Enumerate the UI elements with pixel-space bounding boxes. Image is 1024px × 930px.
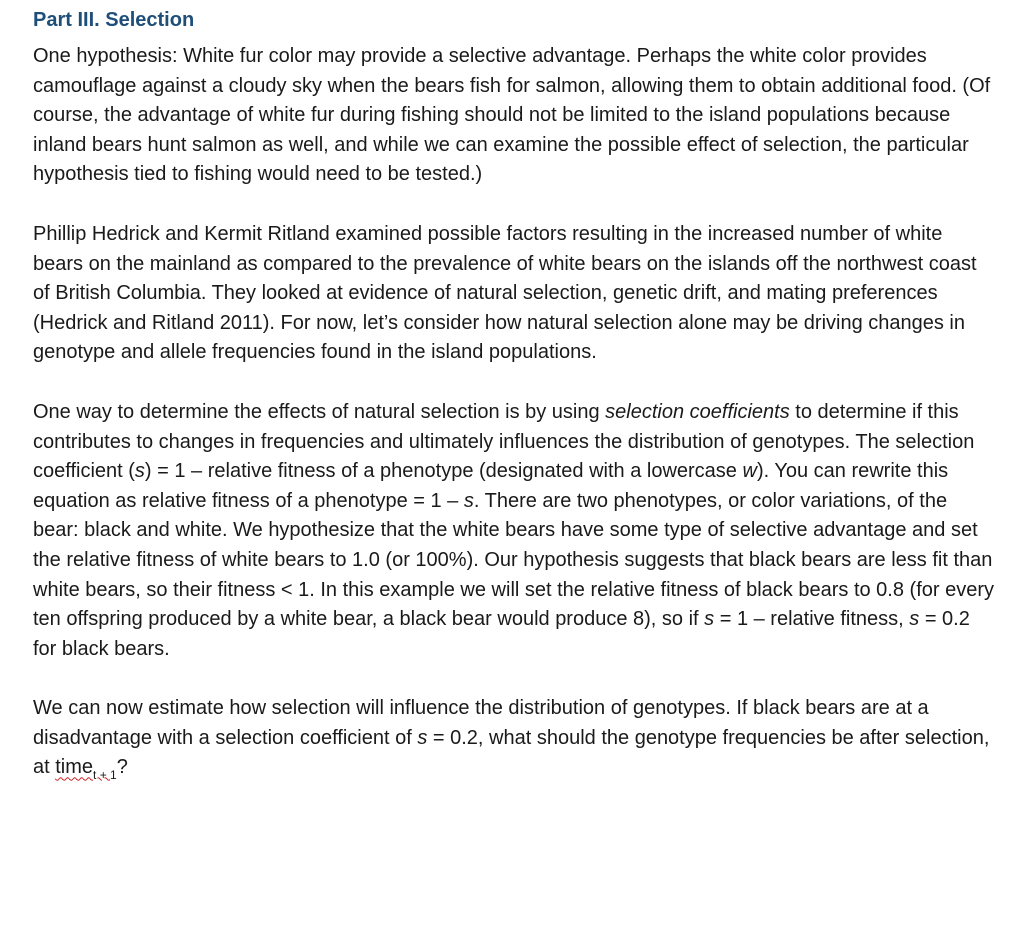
subscript-time: t + 1: [93, 768, 117, 783]
paragraph-selection-coefficients: [33, 398, 996, 664]
paragraph-question: [33, 694, 996, 783]
italic-symbol: w: [742, 460, 757, 483]
paragraph-hedrick-ritland: Phillip Hedrick and Kermit Ritland examined possible factors resulting in the increased number of white bears on the mainland as compared to the prevalence of white bears on the islands off the northwest coast of British Columbia. They looked at evidence of natural selection, genetic drift, and mating preferences (Hedrick and Ritland 2011). For now, let’s consider how natural selection alone may be driving changes in genotype and allele frequencies found in the island populations.: [33, 222, 977, 364]
paragraph-hypothesis: One hypothesis: White fur color may provide a selective advantage. Perhaps the white color provides camouflage against a cloudy sky when the bears fish for salmon, allowing them to obtain additional food. (Of course, the advantage of white fur during fishing should not be limited to the island populations because inland bears hunt salmon as well, and while we can examine the possible effect of selection, the particular hypothesis tied to fishing would need to be tested.): [33, 45, 991, 186]
text-run: ?: [116, 756, 128, 779]
text-run: . There are two phenotypes, or color variations, of the bear: black and white. We hypothesize that the white bears have some type of selective advantage and set the relative fitness of white bears to 1.0 (or 100%). Our hypothesis suggests that black bears are less fit than white bears, so their fitness < 1. In this example we will set the relative fitness of black bears to 0.8 (for every ten offspring produced by a white bear, a black bear would produce 8), so if: [33, 489, 994, 631]
text-run: ) = 1 – relative fitness of a phenotype (designated with a lowercase: [144, 460, 743, 483]
text-run: = 1 – relative fitness,: [714, 608, 910, 631]
section-heading: Part III. Selection: [33, 9, 195, 31]
spellcheck-flagged-word[interactable]: [55, 756, 117, 783]
text-run: One way to determine the effects of natural selection is by using: [33, 400, 606, 423]
italic-term: selection coefficients: [605, 400, 790, 423]
italic-symbol: s: [704, 608, 715, 631]
text-run: We can now estimate how selection will influence the distribution of genotypes. If black bears are at a disadvantage with a selection coefficient of: [33, 697, 929, 749]
text-run: = 0.2, what should the genotype frequencies be after selection, at: [33, 726, 990, 779]
text-run: = 0.2 for black bears.: [33, 608, 970, 660]
flagged-word-text: time: [55, 756, 94, 779]
italic-symbol: s: [417, 726, 428, 749]
italic-symbol: s: [463, 489, 474, 512]
italic-symbol: s: [134, 460, 145, 483]
text-run: to determine if this contributes to changes in frequencies and ultimately influences the distribution of genotypes. The selection coefficient (: [33, 400, 975, 483]
italic-symbol: s: [909, 608, 920, 631]
text-run: ). You can rewrite this equation as relative fitness of a phenotype = 1 –: [33, 460, 949, 512]
